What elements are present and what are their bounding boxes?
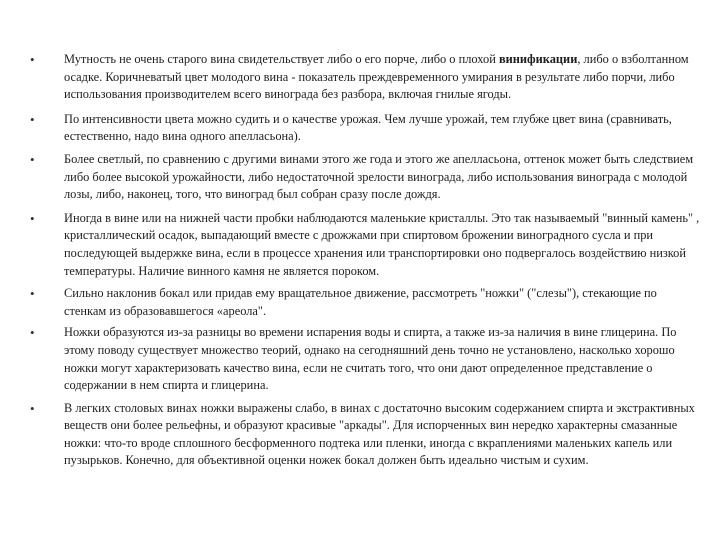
bullet-icon: • [30, 210, 35, 226]
bullet-item-turbidity [30, 51, 702, 104]
bullet-icon: • [30, 52, 35, 67]
bullet-item-lighter-shade [30, 151, 702, 204]
bullet-text: Иногда в вине или на нижней части пробки наблюдаются маленькие кристаллы. Это так называемый "винный камень" , кристаллический осадок, выпадающий вместе с дрожжами при спиртовом брожении виноградного сусла и при последующей выдержке вина, если в процессе хранения или транспортировки оно подвергалось воздействию низкой температуры. Наличие винного камня не является пороком. [64, 210, 700, 278]
vinification-term: винификации [498, 52, 578, 66]
bullet-item-color-intensity [30, 111, 702, 146]
bullet-list [30, 51, 702, 470]
bullet-text: Ножки образуются из-за разницы во времени испарения воды и спирта, а также из-за наличия в вине глицерина. По этому поводу существует множество теорий, однако на сегодняшний день точно не установлено, насколько хорошо ножки могут характеризовать качество вина, если не считать того, что они дают определенное представление о содержании в нем спирта и глицерина. [64, 325, 677, 393]
bullet-item-legs-formation [30, 324, 702, 394]
bullet-text: Сильно наклонив бокал или придав ему вращательное движение, рассмотреть "ножки" ("слезы"), стекающие по стенкам из образовавшегося «ареола". [64, 286, 657, 318]
bullet-icon: • [30, 325, 35, 341]
bullet-text: Более светлый, по сравнению с другими винами этого же года и этого же апелласьона, оттенок может быть следствием либо более высокой урожайности, либо недостаточной зрелости винограда, либо использования винограда с молодой лозы, либо, наконец, того, что виноград был собран сразу после дождя. [64, 151, 694, 202]
bullet-text: В легких столовых винах ножки выражены слабо, в винах с достаточно высоким содержанием спирта и экстрактивных веществ они более рельефны, и образуют красивые "аркады". Для испорченных вин нередко характерны смазанные ножки: что-то вроде сплошного бесформенного подтека или пленки, иногда с вкраплениями маленьких капель или пузырьков. Конечно, для объективной оценки ножек бокал должен быть идеально чистым и сухим. [64, 400, 695, 468]
bullet-text: По интенсивности цвета можно судить и о качестве урожая. Чем лучше урожай, тем глубже цвет вина (сравнивать, естественно, надо вина одного апелласьона). [64, 111, 672, 144]
bullet-icon: • [30, 151, 35, 167]
bullet-text [64, 52, 689, 101]
bullet-text-before: Мутность не очень старого вина свидетельствует либо о его порче, либо о плохой [64, 52, 499, 66]
bullet-item-legs-tilt [30, 285, 702, 320]
bullet-text-after: , либо о взболтанном осадке. Коричневатый цвет молодого вина - показатель преждевременного умирания в результате либо порчи, либо использования производителем всего винограда без разбора, включая гнилые ягоды. [64, 52, 689, 102]
bullet-icon: • [30, 286, 35, 302]
bullet-icon: • [30, 111, 35, 127]
bullet-item-legs-in-light-wines [30, 400, 702, 470]
bullet-item-wine-crystals [30, 210, 702, 280]
bullet-icon: • [30, 400, 35, 416]
